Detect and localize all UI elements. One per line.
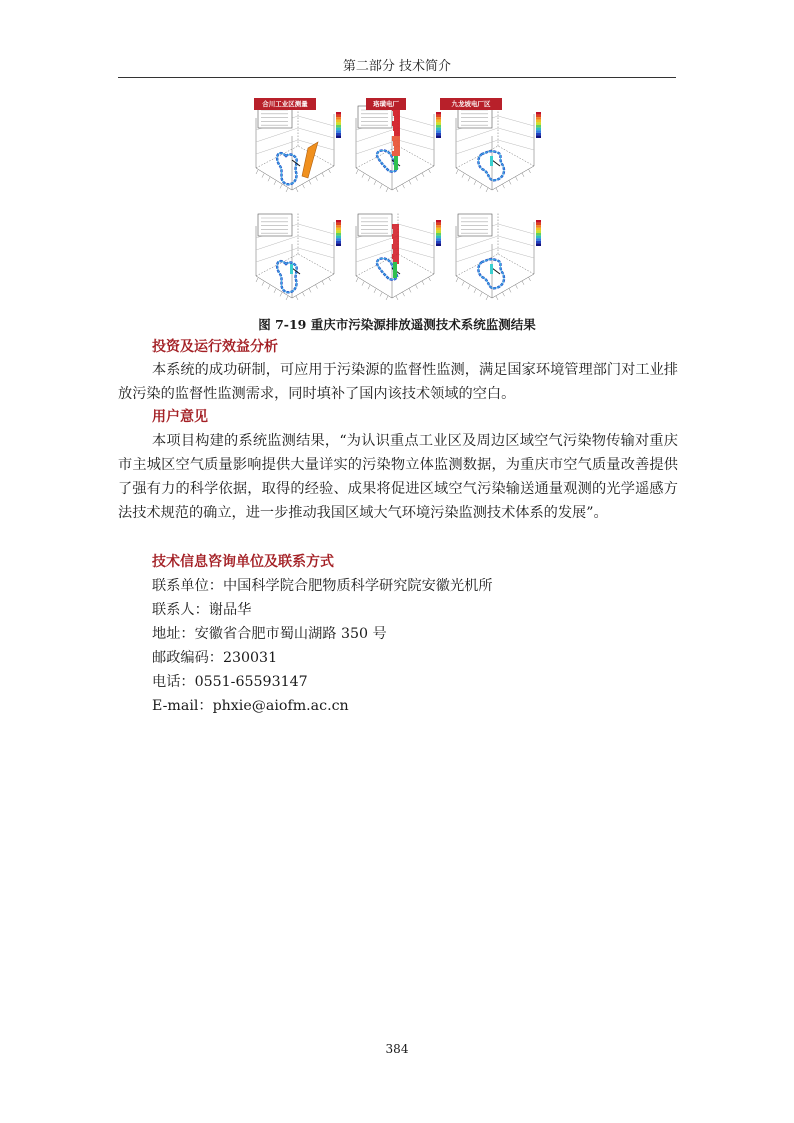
plot-panel-hechuan-bottom [248, 204, 344, 304]
contact-unit: 联系单位：中国科学院合肥物质科学研究院安徽光机所 [152, 578, 493, 594]
contact-postcode: 邮政编码：230031 [152, 650, 278, 666]
monitoring-results-figure [248, 96, 548, 308]
plot-graphic [348, 204, 444, 304]
site-label-luohuang: 珞璜电厂 [366, 98, 406, 110]
heading-contact-info: 技术信息咨询单位及联系方式 [152, 554, 334, 570]
page-number: 384 [385, 1042, 409, 1056]
plot-graphic [448, 204, 544, 304]
plot-graphic [348, 96, 444, 196]
running-header: 第二部分 技术简介 [342, 59, 452, 74]
contact-phone: 电话：0551-65593147 [152, 674, 308, 690]
figure-caption: 图 7-19 重庆市污染源排放遥测技术系统监测结果 [258, 317, 536, 332]
header-rule [118, 77, 676, 78]
paragraph-user-feedback: 本项目构建的系统监测结果，“为认识重点工业区及周边区域空气污染物传输对重庆市主城区空气质量影响提供大量详实的污染物立体监测数据，为重庆市空气质量改善提供了强有力的科学依据，取得的经验、成果将促进区域空气污染输送通量观测的光学遥感方法技术规范的确立，进一步推动我国区域大气环境污染监测技术体系的发展”。 [118, 433, 678, 521]
heading-user-feedback: 用户意见 [152, 409, 208, 425]
plot-panel-luohuang-top [348, 96, 444, 196]
paragraph-investment-benefit: 本系统的成功研制，可应用于污染源的监督性监测，满足国家环境管理部门对工业排放污染的监督性监测需求，同时填补了国内该技术领域的空白。 [118, 362, 678, 402]
plot-graphic [248, 204, 344, 304]
plot-panel-jiulongpo-bottom [448, 204, 544, 304]
contact-address: 地址：安徽省合肥市蜀山湖路 350 号 [152, 626, 387, 642]
site-label-hechuan: 合川工业区测量 [254, 98, 316, 110]
plot-graphic [448, 96, 544, 196]
plot-panel-hechuan-top [248, 96, 344, 196]
plot-graphic [248, 96, 344, 196]
contact-email: E-mail：phxie@aiofm.ac.cn [152, 698, 349, 714]
site-label-jiulongpo: 九龙坡电厂区 [440, 98, 502, 110]
heading-investment-benefit: 投资及运行效益分析 [152, 339, 278, 355]
plot-panel-jiulongpo-top [448, 96, 544, 196]
plot-panel-luohuang-bottom [348, 204, 444, 304]
contact-person: 联系人：谢品华 [152, 602, 252, 618]
